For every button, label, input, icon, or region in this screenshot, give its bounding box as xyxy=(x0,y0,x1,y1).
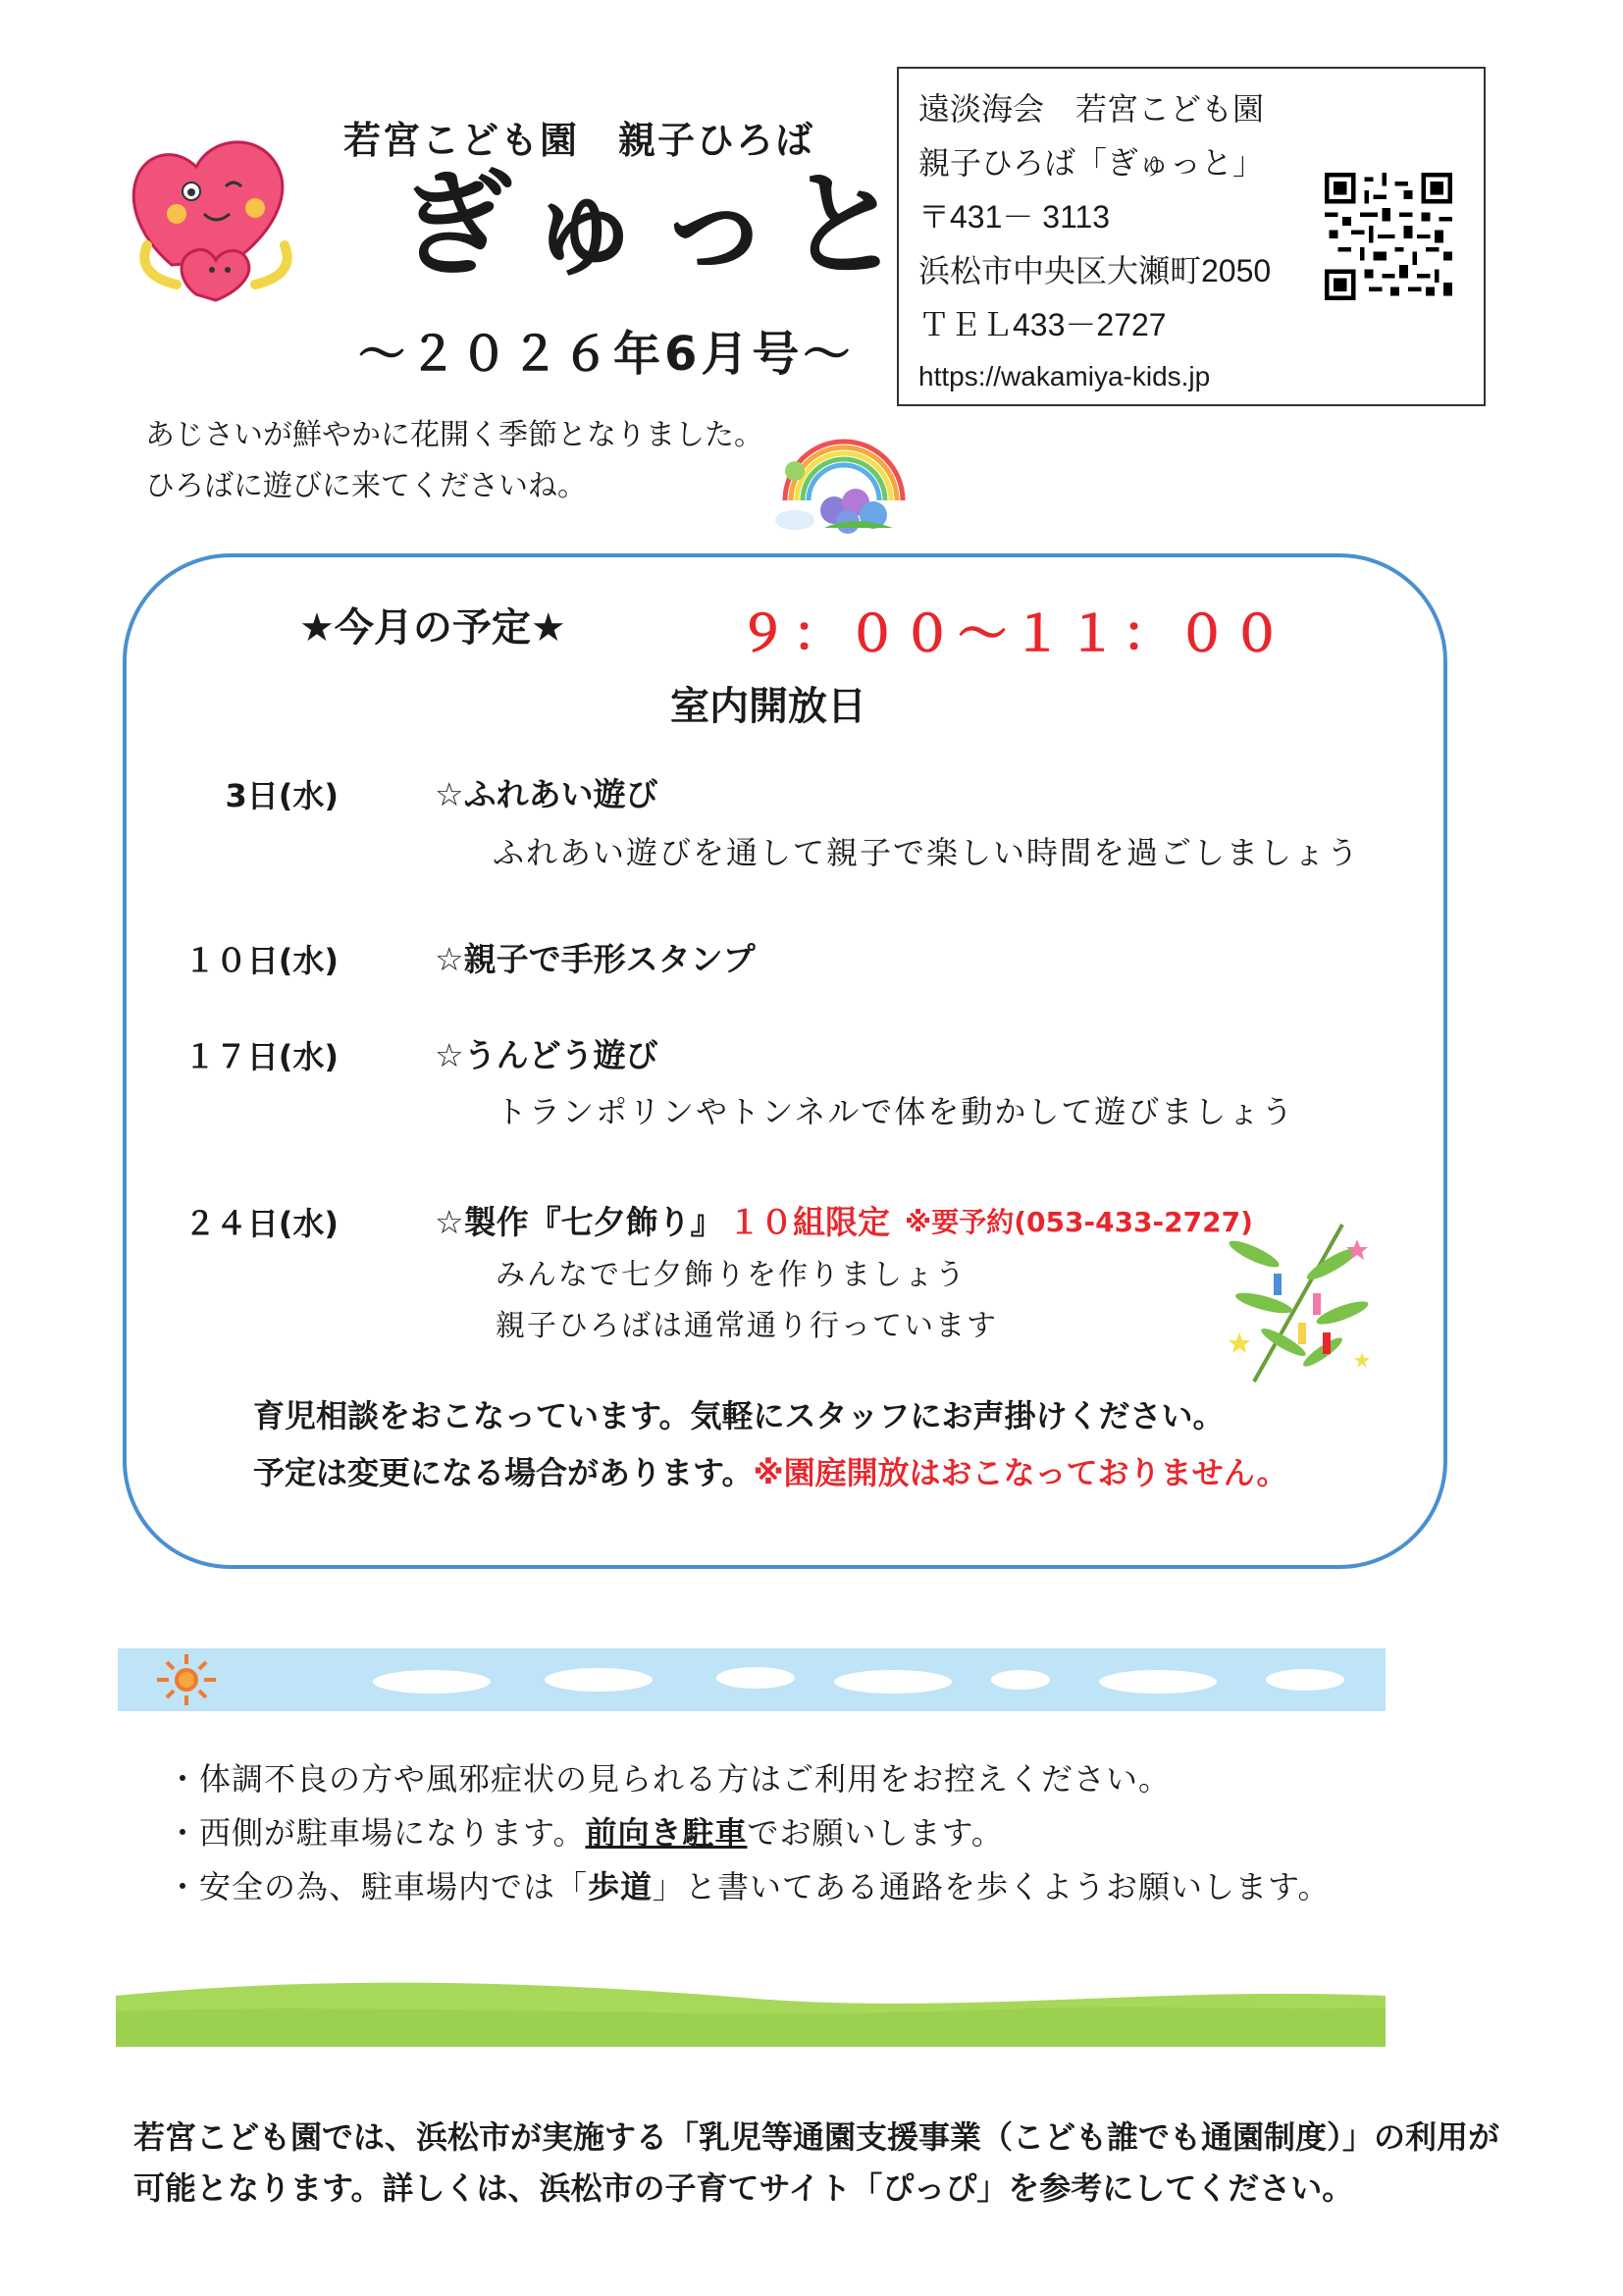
notice-emphasis: 前向き駐車 xyxy=(585,1814,748,1852)
org-title: 若宮こども園 親子ひろば xyxy=(343,119,815,162)
issue-label: ～２０２６年6月号～ xyxy=(358,327,855,382)
greeting-line-2: ひろばに遊びに来てくださいね。 xyxy=(145,469,587,503)
notice-item xyxy=(167,1860,1330,1914)
event-date: 3日(水) xyxy=(225,777,339,814)
contact-url[interactable]: https://wakamiya-kids.jp xyxy=(918,361,1211,391)
tanabata-bamboo-illustration xyxy=(1215,1215,1382,1386)
event-date: ２４日(水) xyxy=(183,1205,339,1242)
notice-text: ・西側が駐車場になります。 xyxy=(167,1814,586,1852)
event-title: ☆親子で手形スタンプ xyxy=(435,940,756,978)
notice-list xyxy=(167,1752,1330,1914)
notice-text: 」と書いてある通路を歩くようお願いします。 xyxy=(653,1868,1331,1905)
footer-line-2: 可能となります。詳しくは、浜松市の子育てサイト「ぴっぴ」を参考にしてください。 xyxy=(133,2169,1354,2207)
rainbow-hydrangea-illustration xyxy=(765,422,927,540)
contact-org: 遠淡海会 若宮こども園 xyxy=(918,91,1265,127)
footer-line-1: 若宮こども園では、浜松市が実施する「乳児等通園支援事業（こども誰でも通園制度）」の利用が xyxy=(133,2118,1500,2156)
sky-decoration-band xyxy=(118,1648,1386,1711)
event-date: １０日(水) xyxy=(183,942,339,979)
footer-text xyxy=(133,2112,1499,2214)
event-title: ☆うんどう遊び xyxy=(435,1036,658,1074)
event-desc: トランポリンやトンネルで体を動かして遊びましょう xyxy=(496,1093,1295,1130)
event-desc: みんなで七夕飾りを作りましょう xyxy=(496,1258,967,1292)
schedule-note-2-warning: ※園庭開放はおこなっておりません。 xyxy=(753,1454,1288,1491)
event-date: １７日(水) xyxy=(183,1038,339,1075)
schedule-heading: ★今月の予定★ xyxy=(299,605,566,651)
notice-emphasis: 歩道 xyxy=(588,1868,654,1905)
schedule-note-2-text: 予定は変更になる場合があります。 xyxy=(253,1454,754,1491)
notice-item: ・体調不良の方や風邪症状の見られる方はご利用をお控えください。 xyxy=(167,1760,1172,1798)
qr-code-icon[interactable] xyxy=(1325,173,1452,300)
greeting xyxy=(145,410,763,512)
event-limit: １０組限定 xyxy=(728,1203,890,1241)
schedule-note-1: 育児相談をおこなっています。気軽にスタッフにお声掛けください。 xyxy=(253,1397,1225,1435)
contact-tel: ＴＥＬ433－2727 xyxy=(918,307,1167,342)
schedule-time: ９：００～１１：００ xyxy=(738,605,1287,662)
notice-text: でお願いします。 xyxy=(747,1814,1004,1852)
notice-item xyxy=(167,1806,1330,1860)
main-title: ぎゅっと xyxy=(397,157,916,292)
greeting-line-1: あじさいが鮮やかに花開く季節となりました。 xyxy=(145,418,763,452)
contact-postal: 〒431－ 3113 xyxy=(918,199,1111,235)
schedule-note-2 xyxy=(253,1448,1287,1493)
notice-text: ・安全の為、駐車場内では「 xyxy=(167,1868,589,1905)
event-title: ☆製作『七夕飾り』 xyxy=(435,1203,723,1241)
grass-decoration-band xyxy=(116,1982,1386,2047)
event-desc-2: 親子ひろばは通常通り行っています xyxy=(496,1309,998,1343)
contact-facility: 親子ひろば「ぎゅっと」 xyxy=(918,145,1265,181)
event-desc: ふれあい遊びを通して親子で楽しい時間を過ごしましょう xyxy=(493,834,1361,871)
heart-mascot-logo xyxy=(118,108,314,304)
contact-address: 浜松市中央区大瀬町2050 xyxy=(918,253,1272,288)
event-title: ☆ふれあい遊び xyxy=(435,775,658,813)
schedule-subheading: 室内開放日 xyxy=(670,684,866,729)
event-reserve: ※要予約(053-433-2727) xyxy=(905,1206,1253,1238)
